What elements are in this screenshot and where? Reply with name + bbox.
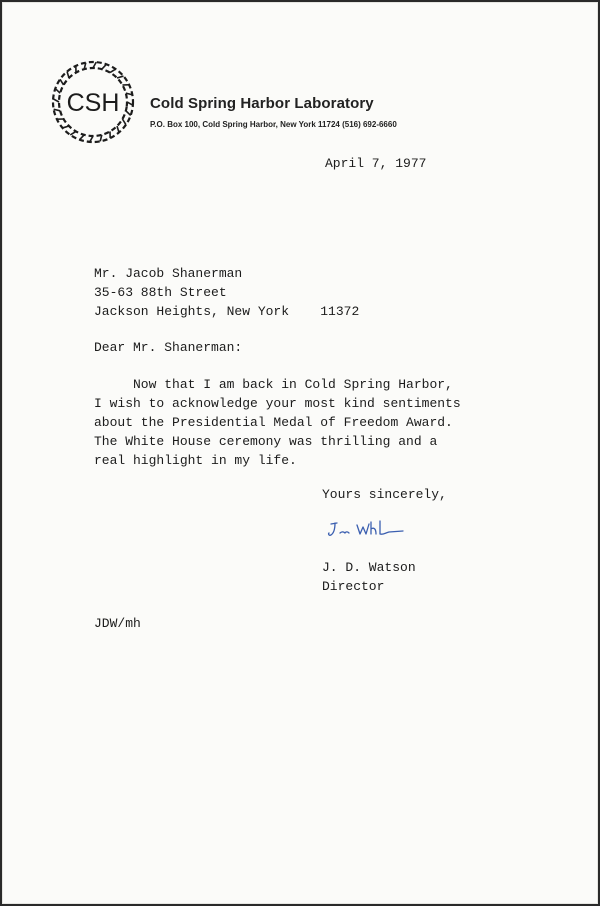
logo-rung — [55, 89, 60, 94]
body-line: The White House ceremony was thrilling and a — [94, 434, 438, 449]
logo-rung — [67, 72, 69, 78]
organization-name: Cold Spring Harbor Laboratory — [150, 95, 374, 112]
organization-address: P.O. Box 100, Cold Spring Harbor, New York 11724 (516) 692-6660 — [150, 120, 397, 129]
logo-rung — [80, 135, 85, 140]
logo-rung — [117, 126, 119, 132]
logo-rung — [63, 126, 69, 128]
recipient-city: Jackson Heights, New York 11372 — [94, 304, 360, 319]
logo-rung — [122, 119, 125, 125]
logo-rung — [60, 79, 63, 85]
reference-initials: JDW/mh — [94, 616, 141, 631]
handwritten-signature — [327, 514, 407, 542]
body-line: real highlight in my life. — [94, 453, 297, 468]
logo-rung — [117, 76, 123, 78]
logo-rung — [70, 131, 76, 134]
signer-name: J. D. Watson — [322, 560, 416, 575]
signer-title: Director — [322, 579, 385, 594]
body-line: Now that I am back in Cold Spring Harbor, — [94, 377, 453, 392]
logo-rung — [126, 111, 131, 116]
csh-logo — [48, 57, 138, 147]
body-line: I wish to acknowledge your most kind sentiments — [94, 396, 461, 411]
letter-date: April 7, 1977 — [325, 156, 427, 171]
logo-rung — [110, 69, 116, 72]
logo-rung — [102, 64, 107, 69]
recipient-name: Mr. Jacob Shanerman — [94, 266, 243, 281]
logo-lettering: CSH — [66, 89, 120, 117]
closing: Yours sincerely, — [322, 487, 447, 502]
salutation: Dear Mr. Shanerman: — [94, 340, 243, 355]
recipient-street: 35-63 88th Street — [94, 285, 227, 300]
letter-page — [2, 2, 598, 904]
body-line: about the Presidential Medal of Freedom Award. — [94, 415, 453, 430]
